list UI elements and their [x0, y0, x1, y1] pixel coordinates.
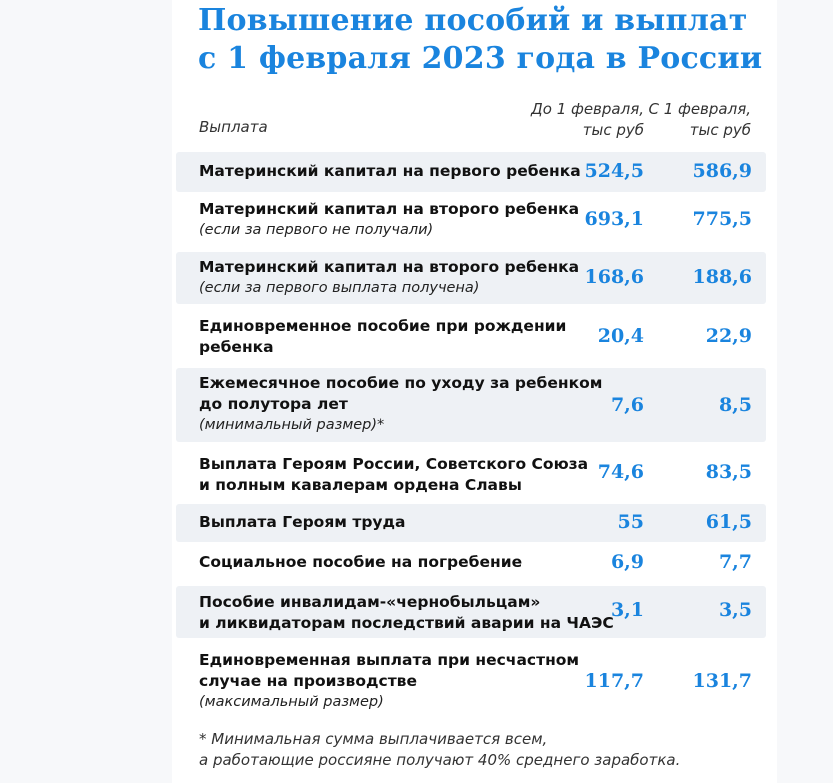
- table-row: [176, 504, 766, 542]
- value-after: 3,5: [718, 599, 752, 621]
- table-row: [176, 194, 766, 246]
- value-after: 22,9: [705, 325, 752, 347]
- row-label-line: Пособие инвалидам-«чернобыльцам»: [199, 593, 541, 611]
- page-margin-right: [777, 0, 833, 783]
- value-before: 117,7: [584, 670, 644, 692]
- table-row: [176, 544, 766, 582]
- infographic-title: [198, 2, 798, 78]
- column-header-after-line2: тыс руб: [689, 121, 751, 139]
- row-label-line: Выплата Героям труда: [199, 513, 406, 531]
- row-note: (максимальный размер): [199, 694, 384, 710]
- row-label: [199, 454, 588, 496]
- table-row: [176, 152, 766, 192]
- table-row: [176, 252, 766, 304]
- row-label-line: Единовременное пособие при рождении: [199, 317, 567, 335]
- value-after: 586,9: [692, 160, 752, 182]
- table-row: [176, 368, 766, 442]
- value-before: 168,6: [584, 266, 644, 288]
- value-before: 20,4: [597, 325, 644, 347]
- column-header-before-line2: тыс руб: [582, 121, 644, 139]
- row-label: [199, 373, 602, 436]
- value-after: 188,6: [692, 266, 752, 288]
- footnote-line-2: а работающие россияне получают 40% среднего заработка.: [199, 751, 681, 769]
- value-after: 8,5: [718, 394, 752, 416]
- row-note: (если за первого не получали): [199, 222, 434, 238]
- footnote: [199, 729, 680, 771]
- table-row: [176, 586, 766, 638]
- value-before: 7,6: [610, 394, 644, 416]
- value-after: 61,5: [705, 511, 752, 533]
- value-before: 74,6: [597, 461, 644, 483]
- row-label-line: до полутора лет: [199, 395, 348, 413]
- row-label: [199, 316, 566, 358]
- value-after: 775,5: [692, 208, 752, 230]
- table-row: [176, 448, 766, 500]
- row-label: [199, 512, 406, 533]
- title-line-2: с 1 февраля 2023 года в России: [198, 41, 763, 76]
- value-after: 131,7: [692, 670, 752, 692]
- column-header-after: [648, 99, 751, 141]
- row-label-line: Материнский капитал на второго ребенка: [199, 200, 580, 218]
- table-row: [176, 644, 766, 718]
- row-label: [199, 592, 614, 634]
- row-label-line: Выплата Героям России, Советского Союза: [199, 455, 589, 473]
- footnote-line-1: * Минимальная сумма выплачивается всем,: [199, 730, 548, 748]
- row-label: [199, 199, 579, 241]
- column-header-payment: Выплата: [199, 118, 268, 136]
- value-after: 7,7: [718, 551, 752, 573]
- row-label-line: Материнский капитал на второго ребенка: [199, 258, 580, 276]
- table-row: [176, 310, 766, 364]
- row-label: [199, 161, 581, 182]
- row-note: (минимальный размер)*: [199, 417, 385, 433]
- value-after: 83,5: [705, 461, 752, 483]
- column-header-before: [531, 99, 644, 141]
- row-label-line: случае на производстве: [199, 672, 418, 690]
- value-before: 3,1: [610, 599, 644, 621]
- row-label-line: ребенка: [199, 338, 274, 356]
- row-label-line: Материнский капитал на первого ребенка: [199, 162, 581, 180]
- row-label-line: Социальное пособие на погребение: [199, 553, 523, 571]
- row-label: [199, 650, 579, 713]
- row-label: [199, 552, 522, 573]
- column-header-before-line1: До 1 февраля,: [531, 100, 644, 118]
- page-margin-left: [0, 0, 172, 783]
- value-before: 55: [617, 511, 644, 533]
- row-label-line: и ликвидаторам последствий аварии на ЧАЭС: [199, 614, 614, 632]
- row-note: (если за первого выплата получена): [199, 280, 480, 296]
- value-before: 693,1: [584, 208, 644, 230]
- value-before: 524,5: [584, 160, 644, 182]
- row-label-line: Ежемесячное пособие по уходу за ребенком: [199, 374, 603, 392]
- title-line-1: Повышение пособий и выплат: [198, 3, 748, 38]
- row-label: [199, 257, 579, 299]
- row-label-line: Единовременная выплата при несчастном: [199, 651, 580, 669]
- row-label-line: и полным кавалерам ордена Славы: [199, 476, 522, 494]
- value-before: 6,9: [610, 551, 644, 573]
- column-header-after-line1: С 1 февраля,: [648, 100, 751, 118]
